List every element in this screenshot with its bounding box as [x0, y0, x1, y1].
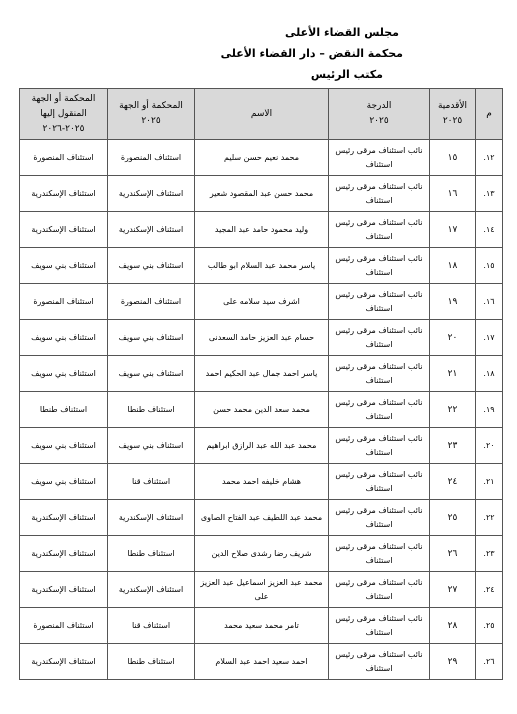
seniority-cell: ٢٩ — [430, 644, 476, 680]
court-cell: استئناف بني سويف — [108, 356, 195, 392]
transfer-cell: استئناف المنصورة — [20, 284, 108, 320]
name-cell: احمد سعيد احمد عبد السلام — [195, 644, 329, 680]
seniority-cell: ٢٨ — [430, 608, 476, 644]
name-cell: شريف رضا رشدى صلاح الدين — [195, 536, 329, 572]
num-cell: ١٦. — [476, 284, 503, 320]
grade-line-2: استئناف — [365, 555, 393, 565]
name-cell: تامر محمد سعيد محمد — [195, 608, 329, 644]
seniority-cell: ٢٣ — [430, 428, 476, 464]
court-cell: استئناف المنصورة — [108, 284, 195, 320]
num-cell: ٢٥. — [476, 608, 503, 644]
name-cell: محمد عبد اللطيف عبد الفتاح الصاوى — [195, 500, 329, 536]
grade-line-2: استئناف — [365, 627, 393, 637]
num-cell: ١٥. — [476, 248, 503, 284]
seniority-cell: ٢٢ — [430, 392, 476, 428]
transfer-cell: استئناف بني سويف — [20, 248, 108, 284]
grade-line-1: نائب استئناف مرقى رئيس — [335, 469, 423, 479]
table-row — [20, 608, 503, 644]
grade-cell — [329, 644, 430, 680]
grade-cell — [329, 500, 430, 536]
grade-line-1: نائب استئناف مرقى رئيس — [335, 253, 423, 263]
transfer-cell: استئناف الإسكندرية — [20, 176, 108, 212]
grade-cell — [329, 536, 430, 572]
seniority-cell: ٢١ — [430, 356, 476, 392]
num-cell: ١٩. — [476, 392, 503, 428]
court-cell: استئناف قنا — [108, 608, 195, 644]
num-cell: ١٤. — [476, 212, 503, 248]
table-row — [20, 572, 503, 608]
num-cell: ٢٣. — [476, 536, 503, 572]
seniority-cell: ١٨ — [430, 248, 476, 284]
grade-line-1: نائب استئناف مرقى رئيس — [335, 325, 423, 335]
seniority-cell: ٢٧ — [430, 572, 476, 608]
transfer-cell: استئناف طنطا — [20, 392, 108, 428]
court-cell: استئناف طنطا — [108, 644, 195, 680]
grade-line-1: نائب استئناف مرقى رئيس — [335, 577, 423, 587]
name-cell: ياسر احمد جمال عبد الحكيم احمد — [195, 356, 329, 392]
seniority-cell: ٢٥ — [430, 500, 476, 536]
name-cell: ياسر محمد عبد السلام ابو طالب — [195, 248, 329, 284]
court-cell: استئناف المنصورة — [108, 140, 195, 176]
seniority-cell: ٢٤ — [430, 464, 476, 500]
col-header-court: المحكمة أو الجهة ٢٠٢٥ — [108, 89, 195, 140]
document-header — [220, 22, 403, 85]
grade-line-2: استئناف — [365, 663, 393, 673]
grade-line-2: استئناف — [365, 375, 393, 385]
seniority-cell: ١٦ — [430, 176, 476, 212]
grade-line-1: نائب استئناف مرقى رئيس — [335, 397, 423, 407]
grade-line-2: استئناف — [365, 447, 393, 457]
transfer-cell: استئناف الإسكندرية — [20, 644, 108, 680]
table-row — [20, 392, 503, 428]
court-cell: استئناف الإسكندرية — [108, 500, 195, 536]
grade-cell — [329, 464, 430, 500]
transfer-cell: استئناف الإسكندرية — [20, 536, 108, 572]
num-cell: ٢٢. — [476, 500, 503, 536]
num-cell: ١٧. — [476, 320, 503, 356]
table-row — [20, 212, 503, 248]
council-title: مجلس القضاء الأعلى — [285, 26, 399, 39]
grade-line-1: نائب استئناف مرقى رئيس — [335, 289, 423, 299]
grade-line-1: نائب استئناف مرقى رئيس — [335, 181, 423, 191]
transfer-cell: استئناف المنصورة — [20, 608, 108, 644]
grade-cell — [329, 392, 430, 428]
grade-line-1: نائب استئناف مرقى رئيس — [335, 145, 423, 155]
num-cell: ٢٠. — [476, 428, 503, 464]
table-row — [20, 140, 503, 176]
court-cell: استئناف بني سويف — [108, 320, 195, 356]
grade-line-2: استئناف — [365, 159, 393, 169]
col-header-transfer: المحكمة أو الجهة المنقول إليها ٢٠٢٥-٢٠٢٦ — [20, 89, 108, 140]
grade-cell — [329, 320, 430, 356]
col-header-seniority: الأقدمية ٢٠٢٥ — [430, 89, 476, 140]
court-cell: استئناف طنطا — [108, 536, 195, 572]
court-cell: استئناف الإسكندرية — [108, 572, 195, 608]
seniority-cell: ٢٠ — [430, 320, 476, 356]
grade-cell — [329, 140, 430, 176]
grade-line-2: استئناف — [365, 231, 393, 241]
grade-cell — [329, 608, 430, 644]
grade-line-2: استئناف — [365, 303, 393, 313]
table-row — [20, 464, 503, 500]
grade-line-2: استئناف — [365, 519, 393, 529]
grade-line-2: استئناف — [365, 483, 393, 493]
name-cell: محمد حسن عبد المقصود شعير — [195, 176, 329, 212]
grade-line-1: نائب استئناف مرقى رئيس — [335, 541, 423, 551]
table-row — [20, 536, 503, 572]
grade-line-1: نائب استئناف مرقى رئيس — [335, 433, 423, 443]
table-row — [20, 356, 503, 392]
grade-line-2: استئناف — [365, 591, 393, 601]
transfers-table — [19, 88, 503, 680]
name-cell: اشرف سيد سلامه على — [195, 284, 329, 320]
court-cell: استئناف بني سويف — [108, 428, 195, 464]
table-row — [20, 644, 503, 680]
grade-line-1: نائب استئناف مرقى رئيس — [335, 217, 423, 227]
court-cell: استئناف بني سويف — [108, 248, 195, 284]
grade-line-2: استئناف — [365, 339, 393, 349]
court-cell: استئناف قنا — [108, 464, 195, 500]
transfer-cell: استئناف بني سويف — [20, 320, 108, 356]
table-row — [20, 284, 503, 320]
transfer-cell: استئناف بني سويف — [20, 464, 108, 500]
court-title: محكمة النقض – دار القضاء الأعلى — [220, 47, 403, 60]
table-row — [20, 176, 503, 212]
grade-line-1: نائب استئناف مرقى رئيس — [335, 613, 423, 623]
name-cell: محمد سعد الدين محمد حسن — [195, 392, 329, 428]
name-cell: محمد عبد العزيز اسماعيل عبد العزيز على — [195, 572, 329, 608]
transfer-cell: استئناف الإسكندرية — [20, 572, 108, 608]
office-title: مكتب الرئيس — [310, 68, 383, 81]
seniority-cell: ٢٦ — [430, 536, 476, 572]
transfer-cell: استئناف بني سويف — [20, 356, 108, 392]
transfer-cell: استئناف المنصورة — [20, 140, 108, 176]
num-cell: ١٨. — [476, 356, 503, 392]
seniority-cell: ١٩ — [430, 284, 476, 320]
col-header-num: م — [476, 89, 503, 140]
table-row — [20, 248, 503, 284]
grade-line-1: نائب استئناف مرقى رئيس — [335, 505, 423, 515]
grade-cell — [329, 212, 430, 248]
grade-cell — [329, 248, 430, 284]
court-cell: استئناف طنطا — [108, 392, 195, 428]
grade-cell — [329, 572, 430, 608]
name-cell: هشام خليفه احمد محمد — [195, 464, 329, 500]
name-cell: وليد محمود حامد عبد المجيد — [195, 212, 329, 248]
num-cell: ٢٦. — [476, 644, 503, 680]
grade-line-2: استئناف — [365, 267, 393, 277]
table-header-row — [20, 89, 503, 140]
num-cell: ٢١. — [476, 464, 503, 500]
table-row — [20, 500, 503, 536]
transfer-cell: استئناف الإسكندرية — [20, 212, 108, 248]
transfer-cell: استئناف بني سويف — [20, 428, 108, 464]
grade-cell — [329, 284, 430, 320]
col-header-grade: الدرجة ٢٠٢٥ — [329, 89, 430, 140]
grade-line-1: نائب استئناف مرقى رئيس — [335, 649, 423, 659]
grade-line-2: استئناف — [365, 411, 393, 421]
num-cell: ١٢. — [476, 140, 503, 176]
court-cell: استئناف الإسكندرية — [108, 212, 195, 248]
col-header-name: الاسم — [195, 89, 329, 140]
name-cell: حسام عبد العزيز حامد السعدنى — [195, 320, 329, 356]
seniority-cell: ١٥ — [430, 140, 476, 176]
grade-line-1: نائب استئناف مرقى رئيس — [335, 361, 423, 371]
transfer-cell: استئناف الإسكندرية — [20, 500, 108, 536]
name-cell: محمد عبد الله عبد الرازق ابراهيم — [195, 428, 329, 464]
court-cell: استئناف الإسكندرية — [108, 176, 195, 212]
grade-line-2: استئناف — [365, 195, 393, 205]
name-cell: محمد نعيم حسن سليم — [195, 140, 329, 176]
table-row — [20, 320, 503, 356]
seniority-cell: ١٧ — [430, 212, 476, 248]
grade-cell — [329, 356, 430, 392]
grade-cell — [329, 176, 430, 212]
grade-cell — [329, 428, 430, 464]
num-cell: ١٣. — [476, 176, 503, 212]
num-cell: ٢٤. — [476, 572, 503, 608]
table-row — [20, 428, 503, 464]
